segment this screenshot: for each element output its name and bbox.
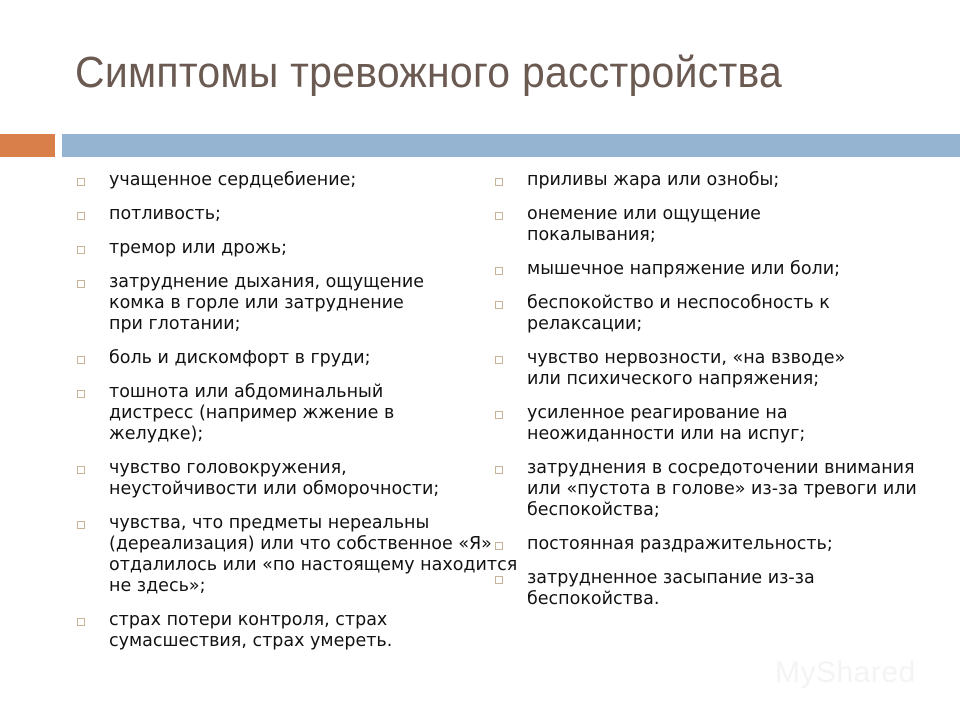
list-item: боль и дискомфорт в груди; [73,348,483,369]
square-bullet-icon [77,618,85,626]
square-bullet-icon [495,411,503,419]
square-bullet-icon [77,178,85,186]
square-bullet-icon [77,466,85,474]
square-bullet-icon [495,356,503,364]
square-bullet-icon [77,390,85,398]
list-item: постоянная раздражительность; [491,534,921,555]
list-item: страх потери контроля, страх сумасшествия, страх умереть. [73,610,429,652]
accent-bar-orange [0,134,55,157]
square-bullet-icon [77,521,85,529]
list-item: тошнота или абдоминальный дистресс (например жжение в желудке); [73,382,409,445]
square-bullet-icon [77,246,85,254]
list-item: затруднение дыхания, ощущение комка в горле или затруднение при глотании; [73,272,439,335]
list-item: приливы жара или ознобы; [491,170,921,191]
list-item: беспокойство и неспособность к релаксации; [491,293,867,335]
list-item: тремор или дрожь; [73,238,483,259]
list-item: усиленное реагирование на неожиданности или на испуг; [491,403,887,445]
list-item: затруднения в сосредоточении внимания или «пустота в голове» из-за тревоги или беспокойства; [491,458,947,521]
list-item: чувство нервозности, «на взводе» или психического напряжения; [491,348,877,390]
list-item: чувства, что предметы нереальны (дереализация) или что собственное «Я» отдалилось или «по настоящему находится не здесь»; [73,513,529,597]
square-bullet-icon [495,267,503,275]
symptom-list-left [73,170,518,665]
square-bullet-icon [77,356,85,364]
symptom-list-right [491,170,921,623]
square-bullet-icon [495,466,503,474]
list-item: потливость; [73,204,483,225]
list-item: мышечное напряжение или боли; [491,259,921,280]
list-item: затрудненное засыпание из-за беспокойства. [491,568,827,610]
square-bullet-icon [77,212,85,220]
square-bullet-icon [495,212,503,220]
square-bullet-icon [77,280,85,288]
list-item: чувство головокружения, неустойчивости или обморочности; [73,458,479,500]
watermark: MyShared [775,656,916,689]
list-item: учащенное сердцебиение; [73,170,483,191]
square-bullet-icon [495,576,503,584]
square-bullet-icon [495,542,503,550]
accent-bar-blue [62,134,960,157]
square-bullet-icon [495,178,503,186]
slide-title: Симптомы тревожного расстройства [75,48,783,97]
square-bullet-icon [495,301,503,309]
list-item: онемение или ощущение покалывания; [491,204,827,246]
